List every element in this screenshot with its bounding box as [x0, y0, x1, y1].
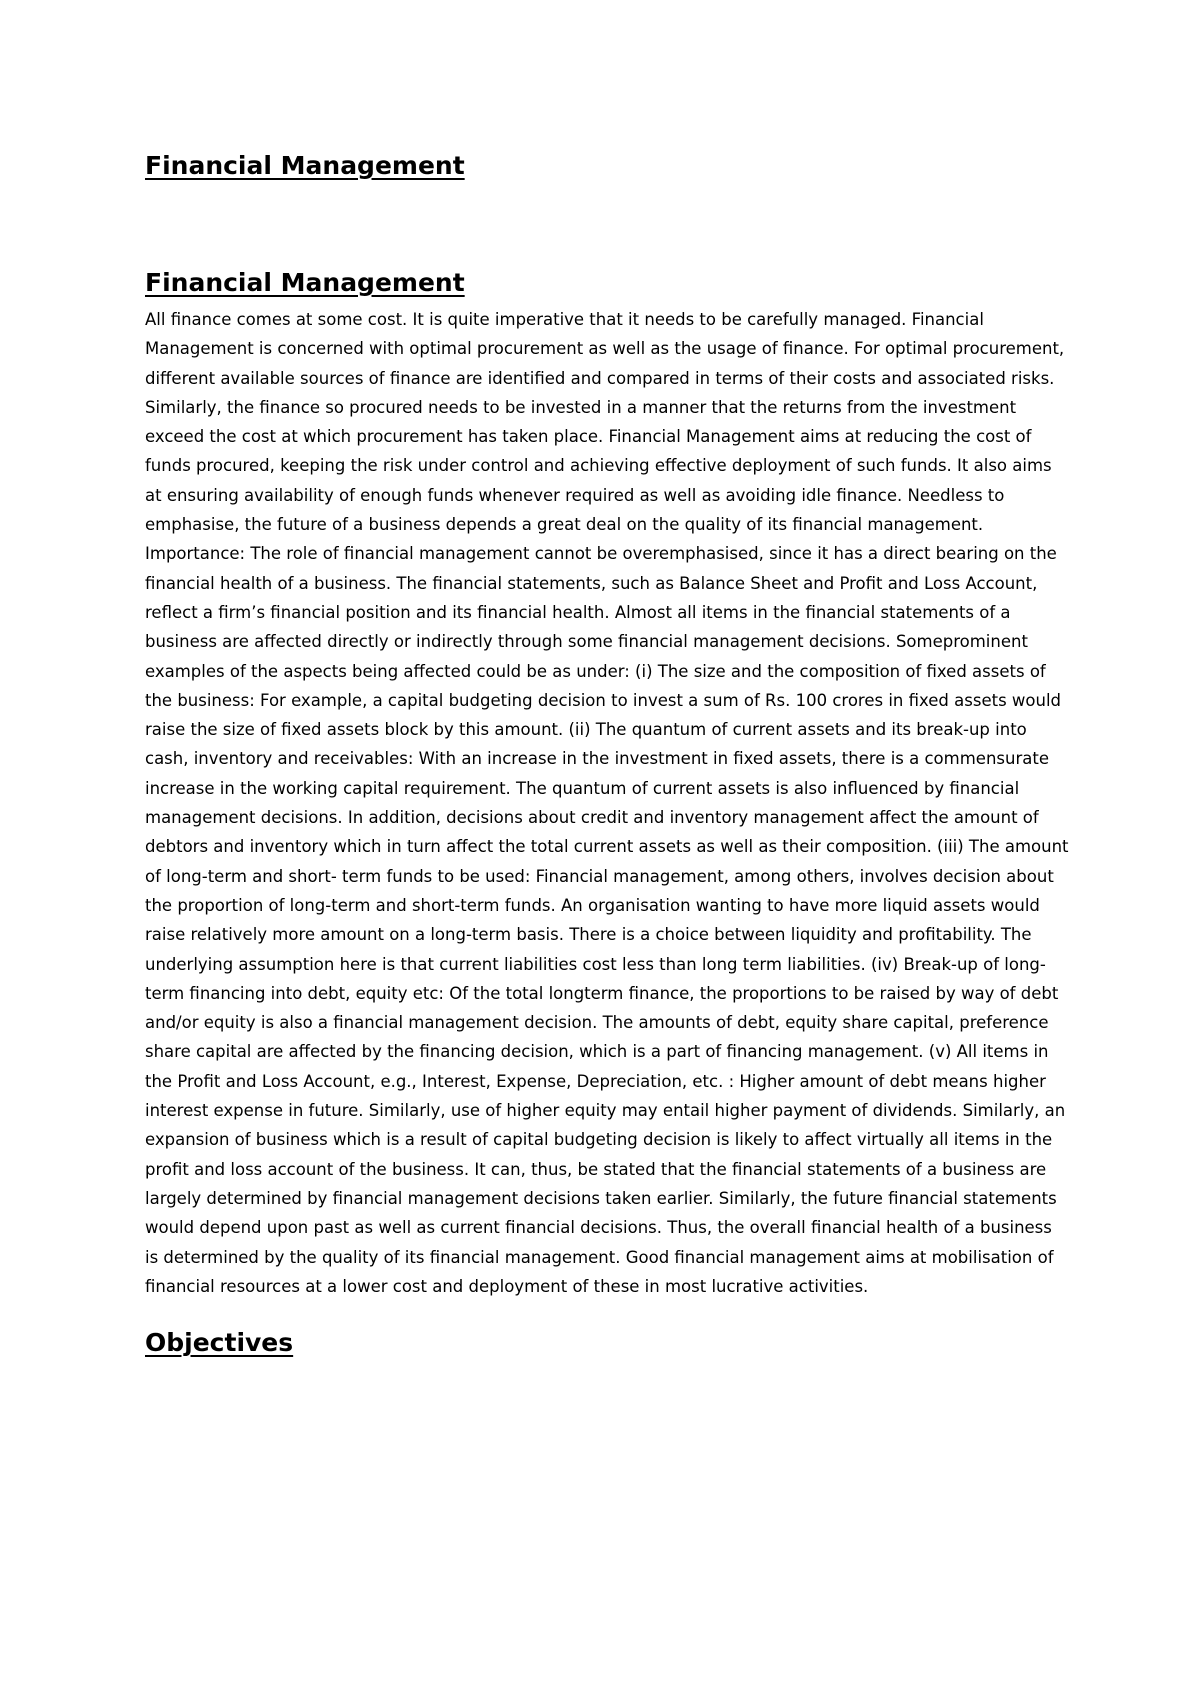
document-page: [145, 140, 1070, 1363]
document-title: Financial Management: [145, 151, 465, 180]
body-paragraph: All finance comes at some cost. It is quite imperative that it needs to be carefully managed. Financial Management is concerned with optimal procurement as well as the usage of finance. For optimal procurement, different available sources of finance are identified and compared in terms of their costs and associated risks. Similarly, the finance so procured needs to be invested in a manner that the returns from the investment exceed the cost at which procurement has taken place. Financial Management aims at reducing the cost of funds procured, keeping the risk under control and achieving effective deployment of such funds. It also aims at ensuring availability of enough funds whenever required as well as avoiding idle finance. Needless to emphasise, the future of a business depends a great deal on the quality of its financial management. Importance: The role of financial management cannot be overemphasised, since it has a direct bearing on the financial health of a business. The financial statements, such as Balance Sheet and Profit and Loss Account, reflect a firm’s financial position and its financial health. Almost all items in the financial statements of a business are affected directly or indirectly through some financial management decisions. Someprominent examples of the aspects being affected could be as under: (i) The size and the composition of fixed assets of the business: For example, a capital budgeting decision to invest a sum of Rs. 100 crores in fixed assets would raise the size of fixed assets block by this amount. (ii) The quantum of current assets and its break-up into cash, inventory and receivables: With an increase in the investment in fixed assets, there is a commensurate increase in the working capital requirement. The quantum of current assets is also influenced by financial management decisions. In addition, decisions about credit and inventory management affect the amount of debtors and inventory which in turn affect the total current assets as well as their composition. (iii) The amount of long-term and short- term funds to be used: Financial management, among others, involves decision about the proportion of long-term and short-term funds. An organisation wanting to have more liquid assets would raise relatively more amount on a long-term basis. There is a choice between liquidity and profitability. The underlying assumption here is that current liabilities cost less than long term liabilities. (iv) Break-up of long-term financing into debt, equity etc: Of the total longterm finance, the proportions to be raised by way of debt and/or equity is also a financial management decision. The amounts of debt, equity share capital, preference share capital are affected by the financing decision, which is a part of financing management. (v) All items in the Profit and Loss Account, e.g., Interest, Expense, Depreciation, etc. : Higher amount of debt means higher interest expense in future. Similarly, use of higher equity may entail higher payment of dividends. Similarly, an expansion of business which is a result of capital budgeting decision is likely to affect virtually all items in the profit and loss account of the business. It can, thus, be stated that the financial statements of a business are largely determined by financial management decisions taken earlier. Similarly, the future financial statements would depend upon past as well as current financial decisions. Thus, the overall financial health of a business is determined by the quality of its financial management. Good financial management aims at mobilisation of financial resources at a lower cost and deployment of these in most lucrative activities.: [145, 310, 1069, 1296]
section-heading: Financial Management: [145, 268, 465, 297]
objectives-heading: Objectives: [145, 1328, 294, 1358]
